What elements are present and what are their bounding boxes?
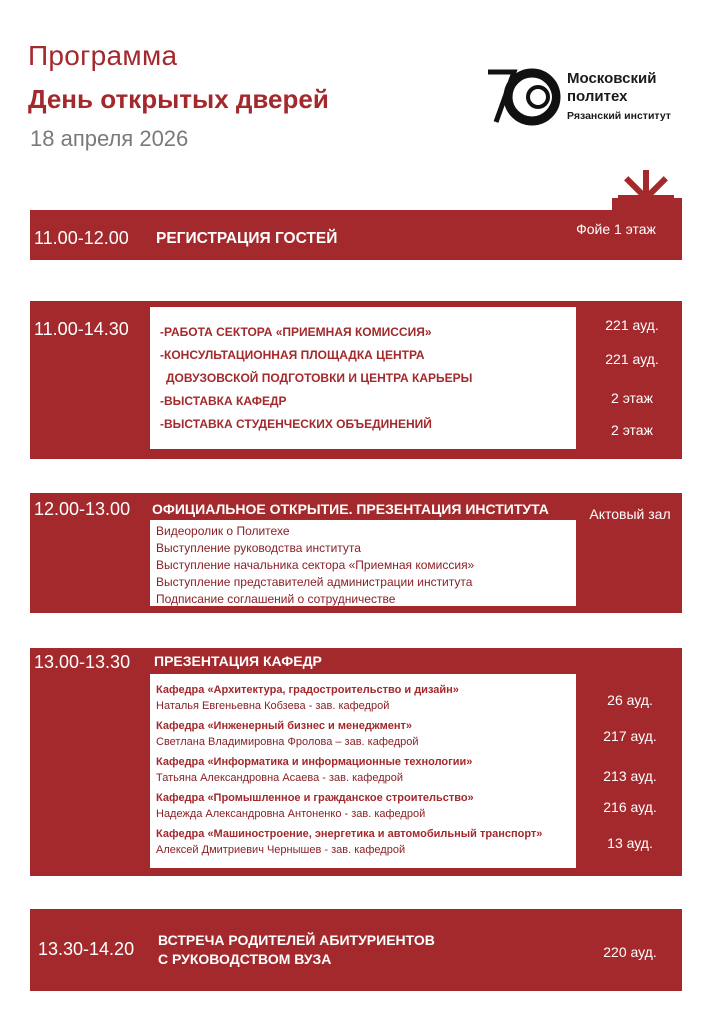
department-name: Кафедра «Машиностроение, энергетика и автомобильный транспорт» xyxy=(156,828,543,840)
logo-name xyxy=(567,70,656,106)
time-label: 13.00-13.30 xyxy=(34,652,131,672)
location-label: 2 этаж xyxy=(611,422,653,438)
department-name: Кафедра «Информатика и информационные технологии» xyxy=(156,756,473,768)
admissions-block xyxy=(30,301,682,459)
parents-meeting-block xyxy=(30,909,682,991)
departments-panel xyxy=(150,674,576,868)
activities-panel xyxy=(150,307,576,449)
logo-line-1: Московский xyxy=(567,70,657,87)
location-label: 221 ауд. xyxy=(605,317,659,333)
room-label: 13 ауд. xyxy=(607,835,653,851)
department-head: Алексей Дмитриевич Чернышев - зав. кафедрой xyxy=(156,844,406,856)
location-label: 221 ауд. xyxy=(605,351,659,367)
room-label: 26 ауд. xyxy=(607,692,653,708)
room-label: 213 ауд. xyxy=(603,768,657,784)
opening-block xyxy=(30,493,682,613)
list-item: -ВЫСТАВКА СТУДЕНЧЕСКИХ ОБЪЕДИНЕНИЙ xyxy=(160,417,432,431)
room-label: 217 ауд. xyxy=(603,728,657,744)
department-head: Светлана Владимировна Фролова – зав. кафедрой xyxy=(156,736,419,748)
opening-program-panel xyxy=(150,520,576,606)
logo-line-2: политех xyxy=(567,88,628,105)
time-label: 12.00-13.00 xyxy=(34,499,131,519)
list-item: Выступление представителей администрации института xyxy=(156,575,473,589)
list-item: ДОВУЗОВСКОЙ ПОДГОТОВКИ И ЦЕНТРА КАРЬЕРЫ xyxy=(166,371,473,385)
department-name: Кафедра «Инженерный бизнес и менеджмент» xyxy=(156,720,413,732)
list-item: -РАБОТА СЕКТОРА «ПРИЕМНАЯ КОМИССИЯ» xyxy=(160,325,432,339)
time-label: 11.00-12.00 xyxy=(34,228,129,248)
list-item: Видеоролик о Политехе xyxy=(156,524,290,538)
list-item: Подписание соглашений о сотрудничестве xyxy=(156,592,396,606)
logo-subtitle: Рязанский институт xyxy=(567,110,671,122)
location-label: 2 этаж xyxy=(611,390,653,406)
section-heading: ПРЕЗЕНТАЦИЯ КАФЕДР xyxy=(154,653,322,669)
anniversary-70-logo-icon xyxy=(484,66,562,128)
time-label: 13.30-14.20 xyxy=(38,939,135,959)
department-head: Татьяна Александровна Асаева - зав. кафедрой xyxy=(156,772,404,784)
departments-block xyxy=(30,648,682,876)
section-heading: РЕГИСТРАЦИЯ ГОСТЕЙ xyxy=(156,230,338,247)
department-name: Кафедра «Архитектура, градостроительство и дизайн» xyxy=(156,684,459,696)
event-date: 18 апреля 2026 xyxy=(30,126,189,151)
department-name: Кафедра «Промышленное и гражданское строительство» xyxy=(156,792,474,804)
department-head: Надежда Александровна Антоненко - зав. кафедрой xyxy=(156,808,426,820)
program-label: Программа xyxy=(28,40,178,71)
registration-block xyxy=(30,210,682,260)
section-heading-line-1: ВСТРЕЧА РОДИТЕЛЕЙ АБИТУРИЕНТОВ xyxy=(158,932,435,948)
room-label: 216 ауд. xyxy=(603,799,657,815)
department-head: Наталья Евгеньевна Кобзева - зав. кафедрой xyxy=(156,700,390,712)
page-title: День открытых дверей xyxy=(28,84,329,114)
list-item: Выступление руководства института xyxy=(156,541,361,555)
location-label: Фойе 1 этаж xyxy=(576,221,656,237)
list-item: -ВЫСТАВКА КАФЕДР xyxy=(160,394,287,408)
ribbon-bow-icon xyxy=(612,168,682,212)
section-heading-line-2: С РУКОВОДСТВОМ ВУЗА xyxy=(158,951,332,967)
list-item: -КОНСУЛЬТАЦИОННАЯ ПЛОЩАДКА ЦЕНТРА xyxy=(160,348,425,362)
list-item: Выступление начальника сектора «Приемная комиссия» xyxy=(156,558,475,572)
location-label: Актовый зал xyxy=(589,506,671,522)
section-heading: ОФИЦИАЛЬНОЕ ОТКРЫТИЕ. ПРЕЗЕНТАЦИЯ ИНСТИТУТА xyxy=(152,501,549,517)
time-label: 11.00-14.30 xyxy=(34,319,129,339)
location-label: 220 ауд. xyxy=(603,944,657,960)
